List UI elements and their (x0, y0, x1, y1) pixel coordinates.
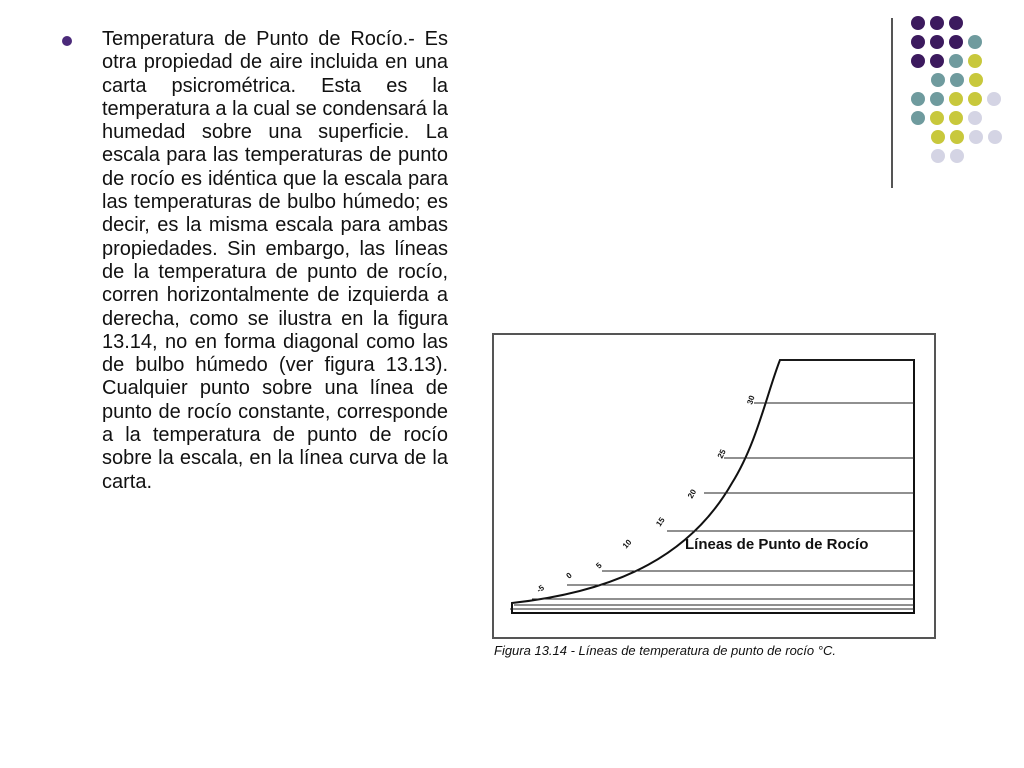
decor-dot (930, 54, 944, 68)
decor-dot (931, 130, 945, 144)
decor-dot (930, 92, 944, 106)
decor-dot (949, 35, 963, 49)
decor-dot (968, 35, 982, 49)
curve-label: 5 (594, 560, 604, 571)
curve-label: -5 (534, 583, 546, 595)
bullet-icon (62, 36, 72, 46)
decor-dot (911, 35, 925, 49)
decor-dot (931, 73, 945, 87)
decor-dot (969, 73, 983, 87)
dew-point-figure (492, 333, 936, 639)
decor-dot (988, 130, 1002, 144)
decor-dot (950, 73, 964, 87)
decor-dot (968, 54, 982, 68)
figure-label: Líneas de Punto de Rocío (685, 536, 869, 553)
figure-frame (492, 333, 936, 639)
curve-label: 25 (715, 447, 728, 460)
decor-dot (949, 111, 963, 125)
decor-dot (911, 111, 925, 125)
decor-dot (949, 92, 963, 106)
curve-label: 30 (745, 394, 757, 406)
curve-label: 10 (620, 537, 634, 551)
decor-dot (950, 130, 964, 144)
decor-dot (987, 92, 1001, 106)
decor-dot (968, 92, 982, 106)
decor-dot (930, 16, 944, 30)
curve-label: 15 (654, 515, 667, 529)
figure-caption: Figura 13.14 - Líneas de temperatura de punto de rocío °C. (494, 643, 836, 658)
decor-dot (931, 149, 945, 163)
decor-dot (950, 149, 964, 163)
decor-dot (949, 16, 963, 30)
body-paragraph: Temperatura de Punto de Rocío.- Es otra propiedad de aire incluida en una carta psicrométrica. Esta es la temperatura a la cual se condensará la humedad sobre una superficie. La escala para las temperaturas de punto de rocío es idéntica que la escala para las temperaturas de bulbo húmedo; es decir, es la misma escala para ambas propiedades. Sin embargo, las líneas de la temperatura de punto de rocío, corren horizontalmente de izquierda a derecha, como se ilustra en la figura 13.14, no en forma diagonal como las de bulbo húmedo (ver figura 13.13). Cualquier punto sobre una línea de punto de rocío constante, corresponde a la temperatura de punto de rocío sobre la escala, en la línea curva de la carta. (102, 28, 448, 493)
decor-dot (968, 111, 982, 125)
decor-dot (911, 54, 925, 68)
decor-dot (969, 130, 983, 144)
curve-label: 20 (685, 487, 699, 500)
decor-dot (930, 111, 944, 125)
curve-label: 0 (564, 570, 574, 581)
decor-dot (911, 16, 925, 30)
decor-dot (930, 35, 944, 49)
decor-dot (949, 54, 963, 68)
decor-dot (911, 92, 925, 106)
text-block (62, 28, 448, 494)
